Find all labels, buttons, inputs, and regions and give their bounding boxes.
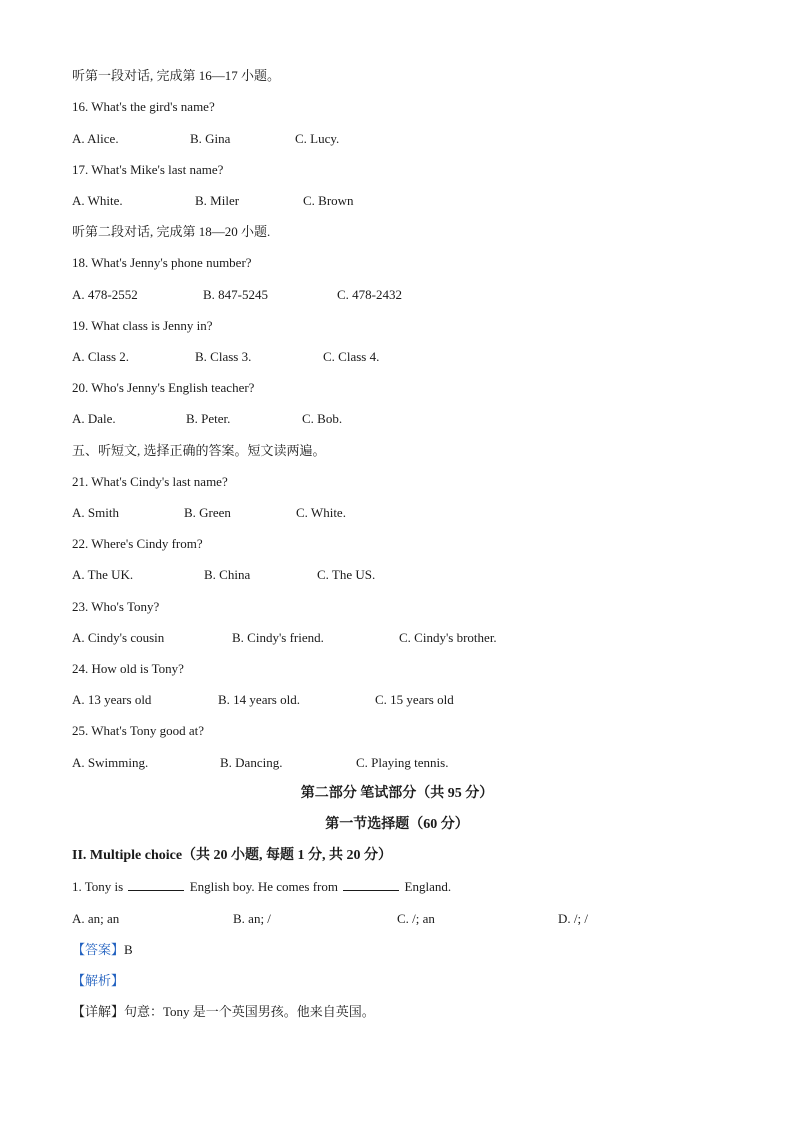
- answer-value: B: [124, 942, 133, 957]
- question-23-option-c: C. Cindy's brother.: [399, 630, 497, 645]
- question-1-option-d: D. /; /: [558, 911, 588, 926]
- question-1-option-b: B. an; /: [233, 911, 271, 926]
- question-18-stem: 18. What's Jenny's phone number?: [72, 255, 252, 270]
- question-1-option-a: A. an; an: [72, 911, 120, 926]
- question-19-option-c: C. Class 4.: [323, 349, 380, 364]
- question-25-option-a: A. Swimming.: [72, 755, 149, 770]
- question-22-option-c: C. The US.: [317, 567, 376, 582]
- question-25-stem: 25. What's Tony good at?: [72, 723, 205, 738]
- question-22-stem: 22. Where's Cindy from?: [72, 536, 203, 551]
- dialogue1-heading: 听第一段对话, 完成第 16—17 小题。: [72, 68, 281, 83]
- question-1-stem: [72, 878, 451, 896]
- detail-line: [72, 1003, 375, 1021]
- question-19-stem: 19. What class is Jenny in?: [72, 318, 213, 333]
- part-title: 第二部分 笔试部分（共 95 分）: [300, 786, 494, 801]
- question-18-option-b: B. 847-5245: [203, 287, 268, 302]
- dialogue2-heading: 听第二段对话, 完成第 18—20 小题.: [72, 224, 271, 239]
- question-20-stem: 20. Who's Jenny's English teacher?: [72, 380, 255, 395]
- question-23-stem: 23. Who's Tony?: [72, 599, 160, 614]
- question-23-option-a: A. Cindy's cousin: [72, 630, 165, 645]
- question-22-option-b: B. China: [204, 567, 251, 582]
- detail-tag: 【详解】: [72, 1004, 125, 1019]
- question-18-option-c: C. 478-2432: [337, 287, 402, 302]
- question-21-option-a: A. Smith: [72, 505, 119, 520]
- question-19-option-a: A. Class 2.: [72, 349, 130, 364]
- question-16-stem: 16. What's the gird's name?: [72, 99, 215, 114]
- question-24-option-c: C. 15 years old: [375, 692, 454, 707]
- analysis-line: [72, 972, 124, 990]
- question-17-option-c: C. Brown: [303, 193, 354, 208]
- question-20-option-b: B. Peter.: [186, 411, 231, 426]
- question-24-option-a: A. 13 years old: [72, 692, 152, 707]
- question-21-option-b: B. Green: [184, 505, 231, 520]
- question-24-stem: 24. How old is Tony?: [72, 661, 184, 676]
- question-1-stem-part3: England.: [404, 879, 452, 894]
- question-20-option-c: C. Bob.: [302, 411, 343, 426]
- question-16-option-c: C. Lucy.: [295, 131, 340, 146]
- question-19-option-b: B. Class 3.: [195, 349, 252, 364]
- answer-line: [72, 941, 133, 959]
- question-16-option-b: B. Gina: [190, 131, 231, 146]
- question-23-option-b: B. Cindy's friend.: [232, 630, 324, 645]
- multiple-choice-heading: II. Multiple choice（共 20 小题, 每题 1 分, 共 20 分）: [72, 848, 393, 863]
- detail-text: 句意：Tony 是一个英国男孩。他来自英国。: [124, 1004, 375, 1019]
- question-17-option-a: A. White.: [72, 193, 123, 208]
- question-17-option-b: B. Miler: [195, 193, 240, 208]
- answer-tag: 【答案】: [72, 942, 125, 957]
- question-16-option-a: A. Alice.: [72, 131, 119, 146]
- question-18-option-a: A. 478-2552: [72, 287, 138, 302]
- answer-blank-1: [128, 878, 184, 891]
- question-21-stem: 21. What's Cindy's last name?: [72, 474, 228, 489]
- question-25-option-c: C. Playing tennis.: [356, 755, 449, 770]
- passage-heading: 五、听短文, 选择正确的答案。短文读两遍。: [72, 443, 326, 458]
- analysis-tag: 【解析】: [72, 973, 125, 988]
- question-21-option-c: C. White.: [296, 505, 346, 520]
- question-25-option-b: B. Dancing.: [220, 755, 283, 770]
- section-title: 第一节选择题（60 分）: [325, 817, 469, 832]
- question-1-stem-part2: English boy. He comes from: [189, 879, 339, 894]
- answer-blank-2: [343, 878, 399, 891]
- question-1-option-c: C. /; an: [397, 911, 435, 926]
- question-17-stem: 17. What's Mike's last name?: [72, 162, 224, 177]
- question-1-stem-part1: 1. Tony is: [72, 879, 124, 894]
- question-24-option-b: B. 14 years old.: [218, 692, 300, 707]
- question-22-option-a: A. The UK.: [72, 567, 134, 582]
- question-20-option-a: A. Dale.: [72, 411, 116, 426]
